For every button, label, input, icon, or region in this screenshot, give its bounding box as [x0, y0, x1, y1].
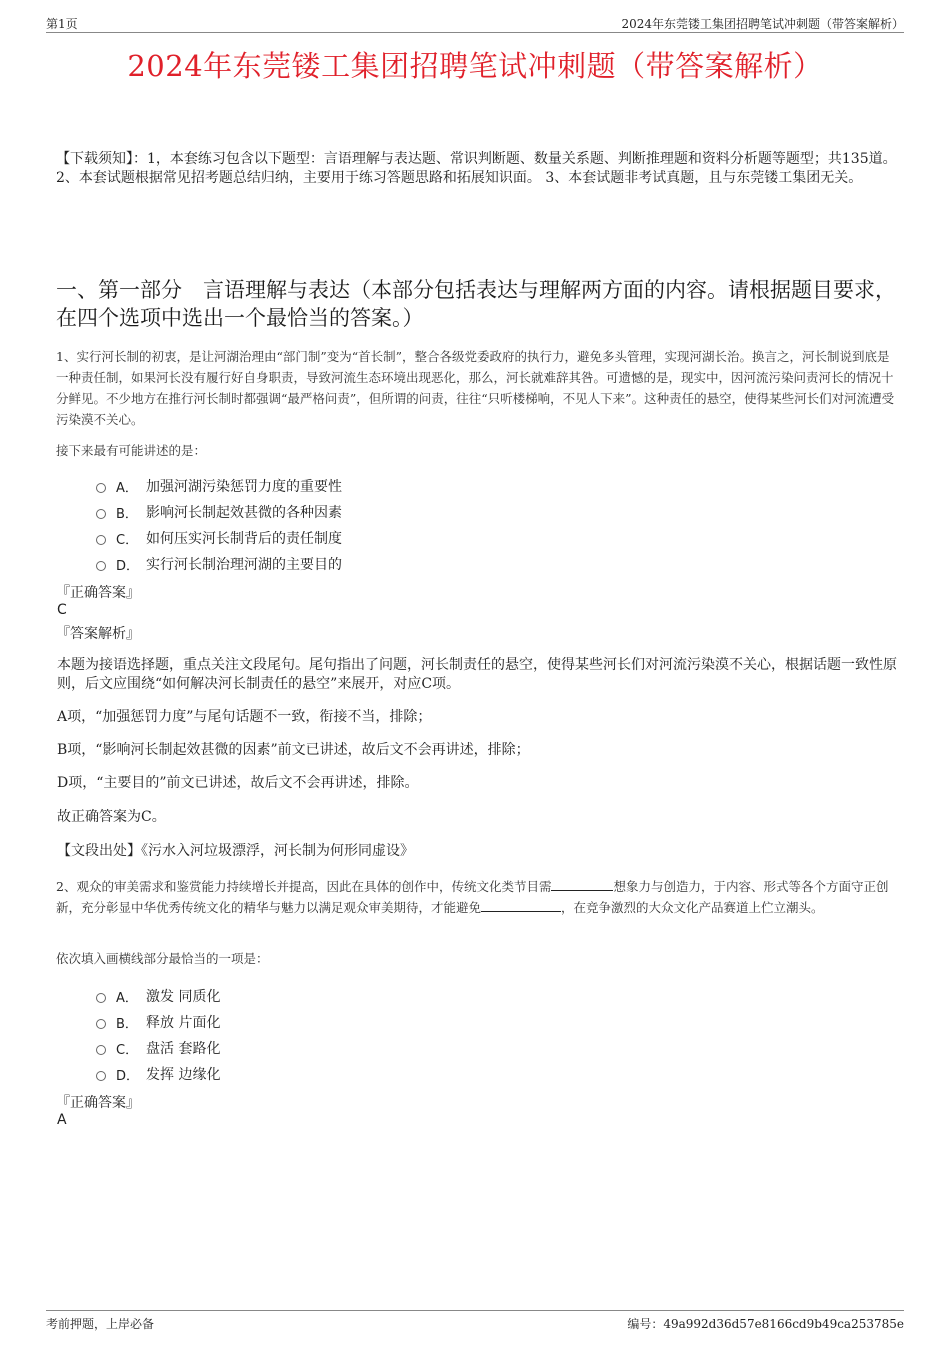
analysis-paragraph: B项，“影响河长制起效甚微的因素”前文已讲述，故后文不会再讲述，排除；	[57, 742, 530, 758]
radio-icon[interactable]	[96, 1019, 106, 1029]
option-a[interactable]: A． 加强河湖污染惩罚力度的重要性	[96, 473, 342, 499]
radio-icon[interactable]	[96, 1071, 106, 1081]
answer-label: 『正确答案』	[56, 1095, 140, 1111]
header-doc-title: 2024年东莞镂工集团招聘笔试冲刺题（带答案解析）	[621, 17, 904, 31]
answer-value: A	[57, 1112, 67, 1128]
radio-icon[interactable]	[96, 993, 106, 1003]
document-title: 2024年东莞镂工集团招聘笔试冲刺题（带答案解析）	[127, 49, 823, 83]
option-d[interactable]: D． 发挥 边缘化	[96, 1061, 220, 1087]
analysis-paragraph: 本题为接语选择题，重点关注文段尾句。尾句指出了问题，河长制责任的悬空，使得某些河长们对河流污染漠不关心，根据话题一致性原则，后文应围绕“如何解决河长制责任的悬空”来展开，对应C项。	[57, 657, 897, 692]
radio-icon[interactable]	[96, 561, 106, 571]
option-b[interactable]: B． 影响河长制起效甚微的各种因素	[96, 499, 342, 525]
option-d[interactable]: D． 实行河长制治理河湖的主要目的	[96, 551, 342, 577]
radio-icon[interactable]	[96, 483, 106, 493]
question-1-prompt: 接下来最有可能讲述的是：	[56, 443, 207, 458]
question-2-prompt: 依次填入画横线部分最恰当的一项是：	[56, 951, 269, 966]
fill-blank[interactable]	[551, 889, 613, 891]
radio-icon[interactable]	[96, 1045, 106, 1055]
download-notice: 【下载须知】：1，本套练习包含以下题型：言语理解与表达题、常识判断题、数量关系题、判断推理题和资料分析题等题型；共135道。 2、本套试题根据常见招考题总结归纳，主要用于练习答题思路和拓展知识面。 3、本套试题非考试真题，且与东莞镂工集团无关。	[56, 151, 897, 186]
page-footer	[46, 1310, 904, 1333]
analysis-paragraph: D项，“主要目的”前文已讲述，故后文不会再讲述，排除。	[57, 775, 419, 791]
section-title: 一、第一部分 言语理解与表达（本部分包括表达与理解两方面的内容。请根据题目要求，在四个选项中选出一个最恰当的答案。）	[56, 278, 896, 330]
analysis-conclusion: 故正确答案为C。	[57, 809, 166, 825]
question-2-options	[96, 983, 220, 1087]
analysis-source: 【文段出处】《污水入河垃圾漂浮，河长制为何形同虚设》	[57, 843, 414, 859]
radio-icon[interactable]	[96, 535, 106, 545]
page-header	[46, 14, 904, 33]
page-number: 第1页	[46, 17, 78, 31]
question-1-text: 1、实行河长制的初衷，是让河湖治理由“部门制”变为“首长制”，整合各级党委政府的执行力，避免多头管理，实现河湖长治。换言之，河长制说到底是一种责任制，如果河长没有履行好自身职责，导致河流生态环境出现恶化，那么，河长就难辞其咎。可遗憾的是，现实中，因河流污染问责河长的情况十分鲜见。不少地方在推行河长制时都强调“最严格问责”，但所谓的问责，往往“只听楼梯响，不见人下来”。这种责任的悬空，使得某些河长们对河流遭受污染漠不关心。	[56, 349, 895, 427]
option-a[interactable]: A． 激发 同质化	[96, 983, 220, 1009]
footer-serial: 编号：49a992d36d57e8166cd9b49ca253785e	[627, 1317, 904, 1331]
fill-blank[interactable]	[481, 910, 561, 912]
analysis-paragraph: A项，“加强惩罚力度”与尾句话题不一致，衔接不当，排除；	[57, 709, 432, 725]
option-b[interactable]: B． 释放 片面化	[96, 1009, 220, 1035]
question-1-options	[96, 473, 342, 577]
answer-value: C	[57, 602, 67, 618]
footer-slogan: 考前押题，上岸必备	[46, 1317, 155, 1331]
question-2-text: 2、观众的审美需求和鉴赏能力持续增长并提高，因此在具体的创作中，传统文化类节目需 想象力与创造力，于内容、形式等各个方面守正创新，充分彰显中华优秀传统文化的精华与魅力以满足观众审美期待，才能避免 ，在竞争激烈的大众文化产品赛道上伫立潮头。	[56, 879, 889, 915]
option-c[interactable]: C． 如何压实河长制背后的责任制度	[96, 525, 342, 551]
option-c[interactable]: C． 盘活 套路化	[96, 1035, 220, 1061]
answer-label: 『正确答案』	[56, 585, 140, 601]
analysis-label: 『答案解析』	[56, 626, 140, 642]
radio-icon[interactable]	[96, 509, 106, 519]
